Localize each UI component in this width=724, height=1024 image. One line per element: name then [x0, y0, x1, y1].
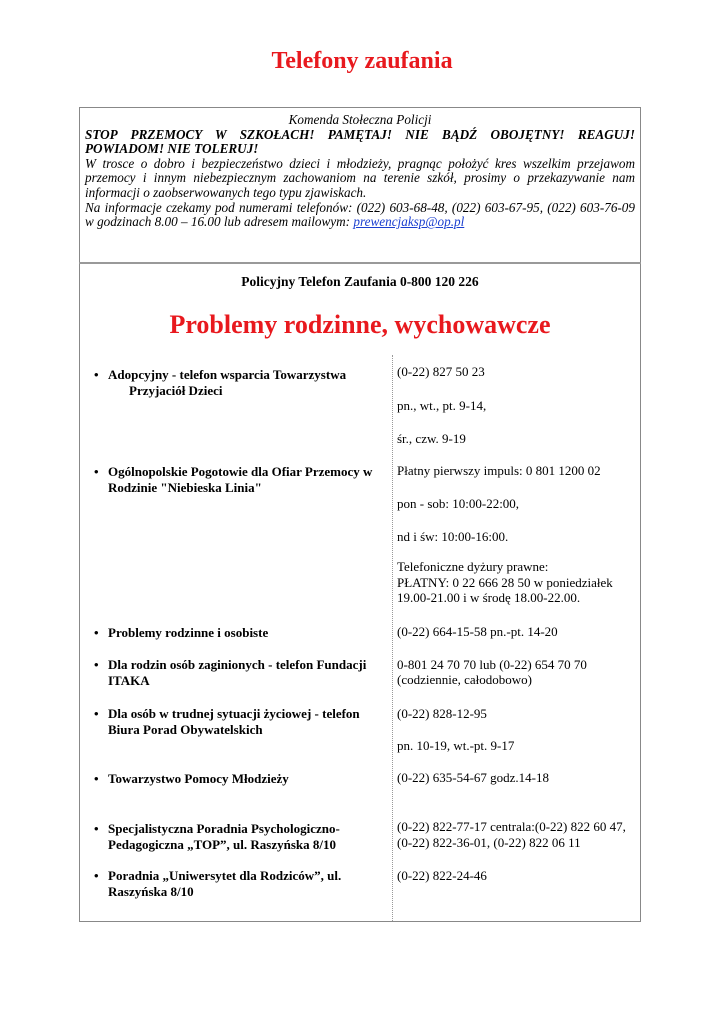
item-line-2: Biura Porad Obywatelskich — [108, 721, 263, 737]
frame-divider — [79, 262, 641, 264]
item-line-1: Dla osób w trudnej sytuacji życiowej - telefon — [108, 706, 360, 721]
info-note: Telefoniczne dyżury prawne: — [397, 559, 549, 574]
police-body: W trosce o dobro i bezpieczeństwo dzieci i młodzieży, pragnąc położyć kres wszelkim przejawom przemocy i innym niebezpiecznym zachowaniom na terenie szkół, prosimy o przekazywanie nam informacji o zaobserwowanych tego typu zjawiskach. — [85, 155, 635, 200]
police-hotline: Policyjny Telefon Zaufania 0-800 120 226 — [241, 274, 479, 289]
police-contact — [85, 201, 635, 230]
bullet-icon: • — [94, 821, 99, 836]
list-item-parents-university — [94, 868, 386, 899]
item-line-2: ITAKA — [108, 672, 150, 688]
item-line-1: Towarzystwo Pomocy Młodzieży — [108, 771, 289, 786]
info-phone: (0-22) 822-36-01, (0-22) 822 06 11 — [397, 835, 581, 850]
police-org: Komenda Stołeczna Policji — [288, 112, 432, 127]
info-phone: (0-22) 828-12-95 — [397, 706, 487, 721]
bullet-icon: • — [94, 868, 99, 883]
bullet-icon: • — [94, 657, 99, 672]
item-line-1: Adopcyjny - telefon wsparcia Towarzystwa — [108, 367, 347, 382]
police-contact-text: Na informacje czekamy pod numerami telefonów: (022) 603-68-48, (022) 603-67-95, (022) 603-76-09 w godzinach 8.00 – 16.00 lub adresem mailowym: — [85, 199, 635, 230]
list-item-citizens-advice — [94, 706, 386, 737]
column-divider — [392, 355, 393, 921]
item-line-1: Problemy rodzinne i osobiste — [108, 625, 269, 640]
info-phone: 0-801 24 70 70 lub (0-22) 654 70 70 — [397, 657, 587, 672]
info-hours: nd i św: 10:00-16:00. — [397, 529, 509, 544]
bullet-icon: • — [94, 625, 99, 640]
info-hours: pn., wt., pt. 9-14, — [397, 398, 487, 413]
item-line-1: Dla rodzin osób zaginionych - telefon Fundacji — [108, 657, 367, 672]
list-item-blue-line — [94, 464, 386, 495]
info-phone: Płatny pierwszy impuls: 0 801 1200 02 — [397, 463, 601, 478]
item-line-1: Ogólnopolskie Pogotowie dla Ofiar Przemocy w — [108, 464, 373, 479]
bullet-icon: • — [94, 706, 99, 721]
list-item-top-clinic — [94, 821, 386, 852]
police-notice — [85, 113, 635, 230]
info-phone: (0-22) 664-15-58 pn.-pt. 14-20 — [397, 624, 558, 639]
email-link[interactable]: prewencjaksp@op.pl — [353, 214, 465, 230]
item-line-1: Poradnia „Uniwersytet dla Rodziców”, ul. — [108, 868, 342, 883]
item-line-2: Pedagogiczna „TOP”, ul. Raszyńska 8/10 — [108, 836, 337, 852]
bullet-icon: • — [94, 464, 99, 479]
list-item-adoption — [94, 367, 386, 398]
info-phone: (0-22) 827 50 23 — [397, 364, 485, 379]
police-slogan: STOP PRZEMOCY W SZKOŁACH! PAMĘTAJ! NIE BĄDŹ OBOJĘTNY! REAGUJ! POWIADOM! NIE TOLERUJ! — [85, 126, 635, 157]
list-item-itaka — [94, 657, 386, 688]
item-line-2: Rodzinie "Niebieska Linia" — [108, 479, 262, 495]
info-phone: (0-22) 635-54-67 godz.14-18 — [397, 770, 549, 785]
info-hours: pn. 10-19, wt.-pt. 9-17 — [397, 738, 515, 753]
page-title: Telefony zaufania — [271, 48, 453, 74]
item-line-2: Przyjaciół Dzieci — [129, 382, 223, 398]
info-phone: (0-22) 822-24-46 — [397, 868, 487, 883]
list-item-youth-help — [94, 771, 386, 787]
list-item-family-problems — [94, 625, 386, 641]
info-hours: śr., czw. 9-19 — [397, 431, 466, 446]
bullet-icon: • — [94, 771, 99, 786]
info-phone: (0-22) 822-77-17 centrala:(0-22) 822 60 47, — [397, 819, 626, 834]
item-line-2: Raszyńska 8/10 — [108, 883, 194, 899]
info-note: 19.00-21.00 i w środę 18.00-22.00. — [397, 590, 581, 605]
bullet-icon: • — [94, 367, 99, 382]
info-hours: (codziennie, całodobowo) — [397, 672, 533, 687]
info-note: PŁATNY: 0 22 666 28 50 w poniedziałek — [397, 575, 613, 590]
item-line-1: Specjalistyczna Poradnia Psychologiczno- — [108, 821, 340, 836]
section-title: Problemy rodzinne, wychowawcze — [169, 310, 551, 339]
info-hours: pon - sob: 10:00-22:00, — [397, 496, 520, 511]
